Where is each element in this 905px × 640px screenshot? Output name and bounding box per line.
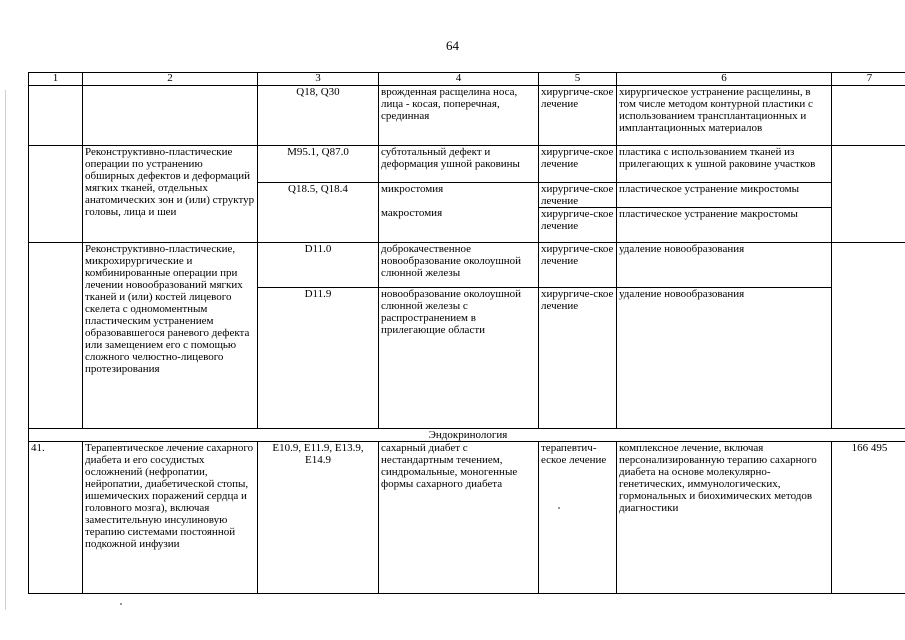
cell-care-type: Реконструктивно-пластические, микрохирургические и комбинированные операции при лечении новообразований мягких тканей и (или) костей лицевого скелета с одномоментным пластическим устранением образовавшегося раневого дефекта или замещением его с помощью сложного челюстно-лицевого протезирования xyxy=(83,243,258,429)
scan-margin-line xyxy=(5,90,6,610)
cell-number xyxy=(29,243,83,429)
cell-treatment-type: хирургиче-ское лечение xyxy=(539,146,617,183)
medical-care-table xyxy=(28,72,905,594)
cell-treatment-type: хирургиче-ское лечение xyxy=(539,288,617,429)
cell-care-type xyxy=(83,86,258,146)
cell-number xyxy=(29,146,83,243)
column-header-5: 5 xyxy=(539,73,617,86)
cell-cost xyxy=(832,243,905,429)
cell-care-type: Терапевтическое лечение сахарного диабета и его сосудистых осложнений (нефропатии, нейропатии, диабетической стопы, ишемических поражений сердца и головного мозга), включая заместительную инсулиновую терапию системами постоянной подкожной инфузии xyxy=(83,442,258,594)
model-macrostomia: макростомия xyxy=(381,207,443,219)
column-header-3: 3 xyxy=(258,73,379,86)
scan-speck xyxy=(558,507,560,509)
model-microstomia: микростомия xyxy=(381,183,444,195)
cell-cost: 166 495 xyxy=(832,442,905,594)
cell-model: доброкачественное новообразование околоушной слюнной железы xyxy=(379,243,539,288)
cell-icd-codes: D11.0 xyxy=(258,243,379,288)
cell-model: врожденная расщелина носа, лица - косая, поперечная, срединная xyxy=(379,86,539,146)
column-header-7: 7 xyxy=(832,73,905,86)
section-title-endocrinology: Эндокринология xyxy=(29,429,905,442)
table-row xyxy=(29,146,905,183)
treatment-macrostomia: хирургиче-ское лечение xyxy=(541,208,614,232)
cell-treatment-type xyxy=(539,183,617,243)
table-row xyxy=(29,442,905,594)
scan-speck xyxy=(120,603,122,605)
cell-model: сахарный диабет с нестандартным течением, синдромальные, моногенные формы сахарного диабета xyxy=(379,442,539,594)
column-header-2: 2 xyxy=(83,73,258,86)
cell-number xyxy=(29,86,83,146)
cell-method xyxy=(617,183,832,243)
cell-icd-codes: D11.9 xyxy=(258,288,379,429)
treatment-microstomia: хирургиче-ское лечение xyxy=(539,183,616,208)
method-microstomia: пластическое устранение микростомы xyxy=(617,183,831,208)
cell-number: 41. xyxy=(29,442,83,594)
page-number: 64 xyxy=(446,38,459,53)
cell-icd-codes: Q18.5, Q18.4 xyxy=(258,183,379,243)
section-header-row xyxy=(29,429,905,442)
cell-model: субтотальный дефект и деформация ушной раковины xyxy=(379,146,539,183)
cell-method: хирургическое устранение расщелины, в том числе методом контурной пластики с использованием трансплантационных и имплантационных материалов xyxy=(617,86,832,146)
cell-model: новообразование околоушной слюнной железы с распространением в прилегающие области xyxy=(379,288,539,429)
column-header-6: 6 xyxy=(617,73,832,86)
cell-cost xyxy=(832,86,905,146)
column-header-1: 1 xyxy=(29,73,83,86)
cell-method: удаление новообразования xyxy=(617,243,832,288)
cell-treatment-type: хирургиче-ское лечение xyxy=(539,86,617,146)
cell-treatment-type: хирургиче-ское лечение xyxy=(539,243,617,288)
cell-method: пластика с использованием тканей из прилегающих к ушной раковине участков xyxy=(617,146,832,183)
cell-method: удаление новообразования xyxy=(617,288,832,429)
table-row xyxy=(29,86,905,146)
method-macrostomia: пластическое устранение макростомы xyxy=(619,208,798,220)
column-header-row xyxy=(29,73,905,86)
cell-method: комплексное лечение, включая персонализированную терапию сахарного диабета на основе молекулярно-генетических, иммунологических, гормональных и биохимических методов диагностики xyxy=(617,442,832,594)
table-row xyxy=(29,243,905,288)
cell-model xyxy=(379,183,539,243)
cell-icd-codes: E10.9, E11.9, E13.9, E14.9 xyxy=(258,442,379,594)
cell-icd-codes: M95.1, Q87.0 xyxy=(258,146,379,183)
column-header-4: 4 xyxy=(379,73,539,86)
cell-cost xyxy=(832,146,905,243)
cell-icd-codes: Q18, Q30 xyxy=(258,86,379,146)
cell-treatment-type: терапевтич-еское лечение xyxy=(539,442,617,594)
cell-care-type: Реконструктивно-пластические операции по устранению обширных дефектов и деформаций мягких тканей, отдельных анатомических зон и (или) структур головы, лица и шеи xyxy=(83,146,258,243)
